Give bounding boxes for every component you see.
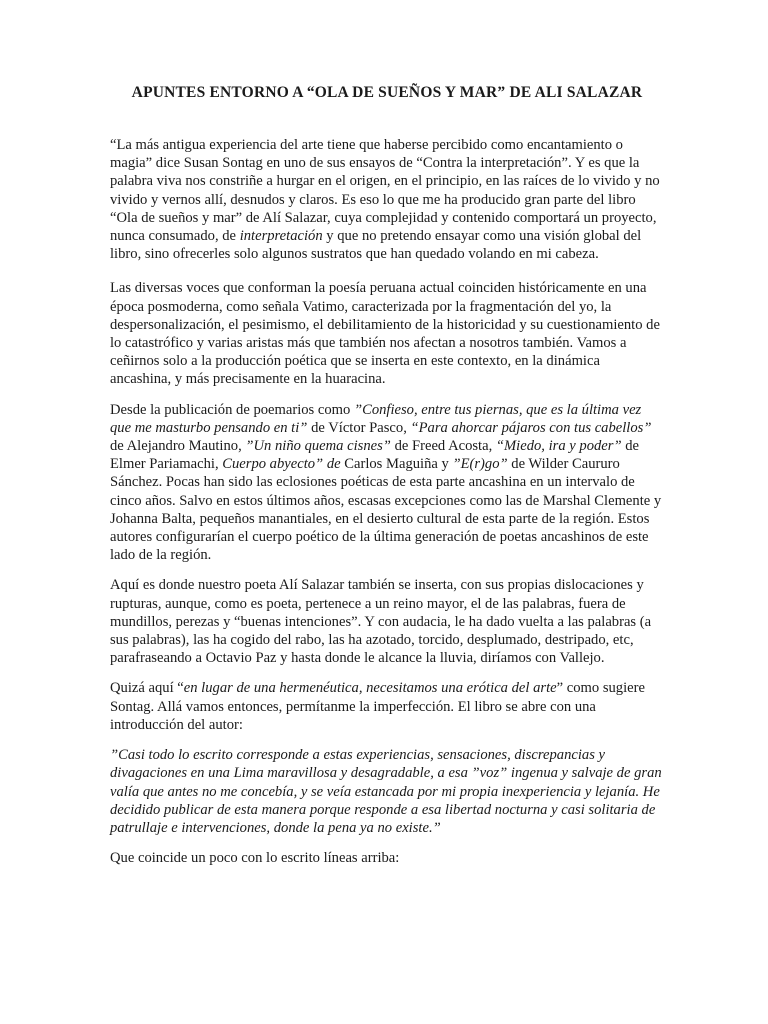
p3-seg-4: de Alejandro Mautino, bbox=[110, 438, 246, 455]
p5-seg-1: en lugar de una hermenéutica, necesitamos una erótica del arte bbox=[183, 680, 557, 697]
paragraph-1-text-a: “La más antigua experiencia del arte tiene que haberse percibido como encantamiento o magia” dice Susan Sontag en uno de sus ensayos de “Contra la interpretación”. Y es que la palabra viva nos constriñe a hurgar en el origen, en el principio, en las raíces de lo vivido y no vivido y vernos allí, desnudos y claros. Es eso lo que me ha producido gran parte del libro “Ola de sueños y mar” de Alí Salazar, cuya complejidad y contenido comportará un proyecto, nunca consumado, de bbox=[110, 137, 660, 245]
p3-seg-8: de Elmer Pariamachi, bbox=[110, 438, 639, 473]
p3-seg-3: “Para ahorcar pájaros con tus cabellos” bbox=[410, 419, 652, 436]
quote-paragraph: ”Casi todo lo escrito corresponde a estas experiencias, sensaciones, discrepancias y divagaciones en una Lima maravillosa y desagradable, a esa ”voz” ingenua y salvaje de gran valía que antes no me concebía, y se veía estancada por mi propia inexperiencia y lejanía. He decidido publicar de esta manera porque responde a esa libertad nocturna y casi solitaria de patrullaje e intervenciones, donde la pena ya no existe.” bbox=[110, 747, 662, 836]
p3-seg-5: ”Un niño quema cisnes” bbox=[245, 438, 391, 455]
paragraph-1-italic: interpretación bbox=[239, 228, 323, 245]
paragraph-5 bbox=[110, 679, 664, 734]
paragraph-1 bbox=[110, 136, 664, 263]
p3-seg-1: ”Confieso, entre tus piernas, que es la última vez que me masturbo pensando en ti” bbox=[110, 401, 642, 436]
p3-seg-6: de Freed Acosta, bbox=[390, 438, 496, 455]
p5-seg-0: Quizá aquí “ bbox=[110, 680, 184, 697]
paragraph-3 bbox=[110, 401, 664, 565]
p3-seg-9: Cuerpo abyecto” de bbox=[222, 456, 341, 473]
p3-seg-11: ”E(r)go” bbox=[452, 456, 508, 473]
paragraph-4: Aquí es donde nuestro poeta Alí Salazar también se inserta, con sus propias dislocaciones y rupturas, aunque, como es poeta, pertenece a un reino mayor, el de las palabras, fuera de mundillos, perezas y “buenas intenciones”. Y con audacia, le ha dado vuelta a las palabras (a sus palabras), las ha cogido del rabo, las ha azotado, torcido, desplumado, destripado, etc, parafraseando a Octavio Paz y hasta donde le alcance la lluvia, diríamos con Vallejo. bbox=[110, 577, 652, 667]
p3-seg-7: “Miedo, ira y poder” bbox=[495, 438, 622, 455]
document-title: APUNTES ENTORNO A “OLA DE SUEÑOS Y MAR” DE ALI SALAZAR bbox=[131, 84, 643, 101]
paragraph-7: Que coincide un poco con lo escrito líneas arriba: bbox=[110, 850, 400, 867]
p3-seg-10: Carlos Maguiña y bbox=[340, 456, 453, 473]
paragraph-2: Las diversas voces que conforman la poesía peruana actual coinciden históricamente en una época posmoderna, como señala Vatimo, caracterizada por la fragmentación del yo, la despersonalización, el pesimismo, el debilitamiento de la historicidad y su cuestionamiento de lo catastrófico y varias aristas más que también nos afectan a nosotros también. Vamos a ceñirnos solo a la producción poética que se inserta en este contexto, en la dinámica ancashina, y más precisamente en la huaracina. bbox=[110, 280, 660, 388]
p3-seg-0: Desde la publicación de poemarios como bbox=[110, 401, 354, 418]
p3-seg-12: de Wilder Caururo Sánchez. Pocas han sido las eclosiones poéticas de esta parte ancashina en un intervalo de cinco años. Salvo en estos últimos años, escasas excepciones como las de Marshal Clemente y Johanna Balta, pequeños manantiales, en el desierto cultural de esta parte de la región. Estos autores configurarían el cuerpo poético de la última generación de poetas ancashinos de este lado de la región. bbox=[110, 456, 662, 564]
paragraph-1-text-b: y que no pretendo ensayar como una visión global del libro, sino ofrecerles solo algunos sustratos que han quedado volando en mi cabeza. bbox=[110, 228, 642, 263]
p3-seg-2: de Víctor Pasco, bbox=[307, 419, 411, 436]
p5-seg-2: ” como sugiere Sontag. Allá vamos entonces, permítanme la imperfección. El libro se abre con una introducción del autor: bbox=[110, 680, 645, 733]
